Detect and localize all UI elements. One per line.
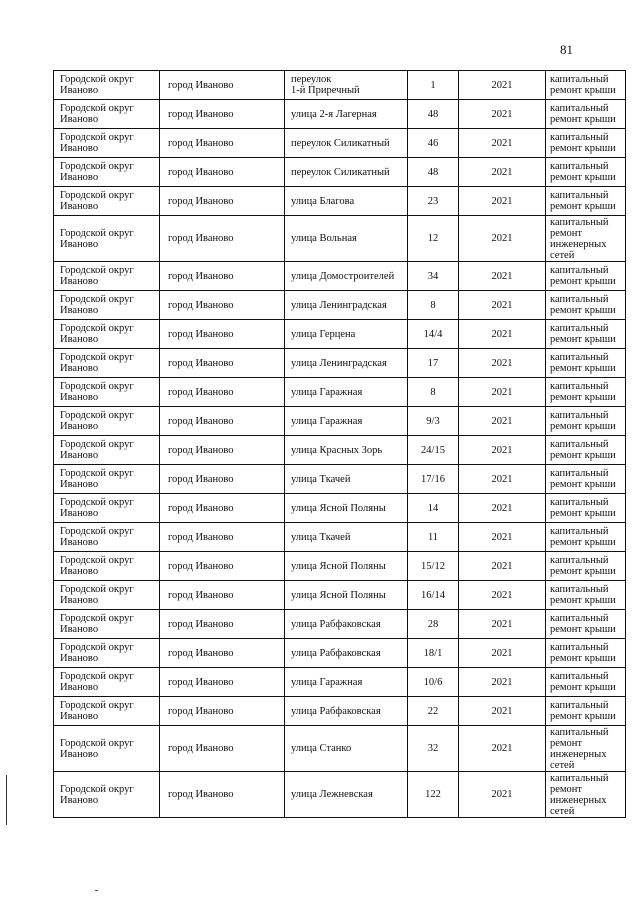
cell-work: капитальный ремонт крыши [546,523,626,552]
cell-work: капитальный ремонт крыши [546,129,626,158]
cell-city: город Иваново [160,697,285,726]
cell-district: Городской округ Иваново [54,523,160,552]
table-body [54,71,626,818]
cell-work: капитальный ремонт крыши [546,668,626,697]
table-row [54,494,626,523]
cell-house: 48 [408,100,459,129]
cell-city: город Иваново [160,349,285,378]
cell-work: капитальный ремонт инженерных сетей [546,726,626,772]
cell-year: 2021 [459,349,546,378]
table-row [54,349,626,378]
repair-schedule-table [53,70,626,818]
cell-street: улица Ткачей [285,523,408,552]
cell-city: город Иваново [160,158,285,187]
cell-street: улица Гаражная [285,668,408,697]
cell-house: 32 [408,726,459,772]
cell-street: улица Рабфаковская [285,697,408,726]
cell-city: город Иваново [160,772,285,818]
cell-house: 28 [408,610,459,639]
table-row [54,291,626,320]
table-row [54,772,626,818]
cell-city: город Иваново [160,187,285,216]
table-row [54,465,626,494]
cell-street: улица Ясной Поляны [285,552,408,581]
cell-house: 1 [408,71,459,100]
cell-year: 2021 [459,465,546,494]
cell-house: 15/12 [408,552,459,581]
cell-year: 2021 [459,639,546,668]
cell-street: улица 2-я Лагерная [285,100,408,129]
cell-year: 2021 [459,158,546,187]
cell-year: 2021 [459,262,546,291]
cell-street: улица Ясной Поляны [285,581,408,610]
cell-district: Городской округ Иваново [54,465,160,494]
cell-year: 2021 [459,697,546,726]
cell-year: 2021 [459,291,546,320]
cell-year: 2021 [459,581,546,610]
cell-work: капитальный ремонт крыши [546,158,626,187]
cell-house: 14/4 [408,320,459,349]
table-row [54,523,626,552]
cell-city: город Иваново [160,407,285,436]
cell-house: 23 [408,187,459,216]
cell-year: 2021 [459,552,546,581]
cell-work: капитальный ремонт крыши [546,697,626,726]
cell-house: 12 [408,216,459,262]
cell-district: Городской округ Иваново [54,320,160,349]
table-row [54,71,626,100]
table-row [54,726,626,772]
cell-city: город Иваново [160,639,285,668]
scan-speck [95,890,98,891]
cell-street: улица Красных Зорь [285,436,408,465]
cell-house: 18/1 [408,639,459,668]
cell-work: капитальный ремонт крыши [546,71,626,100]
cell-house: 8 [408,291,459,320]
cell-year: 2021 [459,378,546,407]
cell-work: капитальный ремонт крыши [546,100,626,129]
cell-year: 2021 [459,436,546,465]
cell-work: капитальный ремонт крыши [546,187,626,216]
cell-work: капитальный ремонт инженерных сетей [546,772,626,818]
cell-work: капитальный ремонт крыши [546,378,626,407]
cell-year: 2021 [459,129,546,158]
cell-district: Городской округ Иваново [54,291,160,320]
table-row [54,187,626,216]
cell-house: 24/15 [408,436,459,465]
cell-street: улица Вольная [285,216,408,262]
cell-city: город Иваново [160,291,285,320]
cell-year: 2021 [459,523,546,552]
table-row [54,610,626,639]
cell-district: Городской округ Иваново [54,581,160,610]
table-row [54,100,626,129]
table-row [54,216,626,262]
cell-house: 34 [408,262,459,291]
cell-city: город Иваново [160,262,285,291]
cell-year: 2021 [459,71,546,100]
cell-city: город Иваново [160,216,285,262]
cell-work: капитальный ремонт крыши [546,581,626,610]
cell-work: капитальный ремонт крыши [546,291,626,320]
table-row [54,158,626,187]
cell-year: 2021 [459,494,546,523]
cell-city: город Иваново [160,552,285,581]
page-number: 81 [560,42,573,57]
cell-street: улица Ясной Поляны [285,494,408,523]
cell-work: капитальный ремонт крыши [546,436,626,465]
cell-work: капитальный ремонт крыши [546,610,626,639]
cell-year: 2021 [459,187,546,216]
cell-district: Городской округ Иваново [54,772,160,818]
cell-year: 2021 [459,772,546,818]
cell-street: переулок Силикатный [285,158,408,187]
cell-district: Городской округ Иваново [54,71,160,100]
cell-city: город Иваново [160,668,285,697]
cell-street: улица Ленинградская [285,291,408,320]
cell-year: 2021 [459,100,546,129]
cell-district: Городской округ Иваново [54,262,160,291]
cell-city: город Иваново [160,726,285,772]
cell-district: Городской округ Иваново [54,639,160,668]
cell-house: 46 [408,129,459,158]
cell-year: 2021 [459,320,546,349]
cell-district: Городской округ Иваново [54,349,160,378]
table-row [54,581,626,610]
table-row [54,639,626,668]
table-row [54,262,626,291]
table-row [54,697,626,726]
table-row [54,668,626,697]
cell-street: переулок 1-й Приречный [285,71,408,100]
cell-house: 122 [408,772,459,818]
cell-house: 22 [408,697,459,726]
cell-year: 2021 [459,726,546,772]
cell-district: Городской округ Иваново [54,697,160,726]
cell-work: капитальный ремонт крыши [546,349,626,378]
cell-district: Городской округ Иваново [54,552,160,581]
cell-city: город Иваново [160,378,285,407]
cell-city: город Иваново [160,100,285,129]
cell-city: город Иваново [160,581,285,610]
cell-house: 16/14 [408,581,459,610]
cell-district: Городской округ Иваново [54,187,160,216]
cell-work: капитальный ремонт крыши [546,552,626,581]
table-row [54,436,626,465]
cell-district: Городской округ Иваново [54,436,160,465]
margin-mark [6,775,7,825]
cell-district: Городской округ Иваново [54,378,160,407]
cell-city: город Иваново [160,129,285,158]
cell-street: улица Лежневская [285,772,408,818]
cell-year: 2021 [459,610,546,639]
cell-street: улица Гаражная [285,407,408,436]
cell-city: город Иваново [160,610,285,639]
cell-year: 2021 [459,216,546,262]
cell-work: капитальный ремонт крыши [546,320,626,349]
cell-street: улица Домостроителей [285,262,408,291]
cell-house: 14 [408,494,459,523]
cell-city: город Иваново [160,523,285,552]
cell-street: улица Герцена [285,320,408,349]
cell-city: город Иваново [160,71,285,100]
cell-city: город Иваново [160,465,285,494]
cell-district: Городской округ Иваново [54,407,160,436]
cell-district: Городской округ Иваново [54,100,160,129]
table-row [54,320,626,349]
cell-street: улица Рабфаковская [285,610,408,639]
cell-year: 2021 [459,407,546,436]
cell-city: город Иваново [160,494,285,523]
cell-street: улица Рабфаковская [285,639,408,668]
cell-district: Городской округ Иваново [54,726,160,772]
cell-street: улица Гаражная [285,378,408,407]
cell-work: капитальный ремонт крыши [546,262,626,291]
cell-district: Городской округ Иваново [54,129,160,158]
table-row [54,129,626,158]
table-row [54,407,626,436]
table-row [54,552,626,581]
cell-street: улица Ткачей [285,465,408,494]
cell-city: город Иваново [160,436,285,465]
cell-street: улица Ленинградская [285,349,408,378]
cell-house: 10/6 [408,668,459,697]
cell-work: капитальный ремонт крыши [546,494,626,523]
cell-house: 11 [408,523,459,552]
cell-house: 8 [408,378,459,407]
cell-work: капитальный ремонт инженерных сетей [546,216,626,262]
cell-house: 48 [408,158,459,187]
cell-house: 9/3 [408,407,459,436]
cell-district: Городской округ Иваново [54,216,160,262]
cell-work: капитальный ремонт крыши [546,639,626,668]
cell-district: Городской округ Иваново [54,668,160,697]
cell-house: 17/16 [408,465,459,494]
cell-house: 17 [408,349,459,378]
cell-city: город Иваново [160,320,285,349]
cell-district: Городской округ Иваново [54,158,160,187]
table-row [54,378,626,407]
cell-district: Городской округ Иваново [54,610,160,639]
cell-work: капитальный ремонт крыши [546,407,626,436]
cell-street: улица Благова [285,187,408,216]
cell-work: капитальный ремонт крыши [546,465,626,494]
cell-street: переулок Силикатный [285,129,408,158]
cell-district: Городской округ Иваново [54,494,160,523]
cell-street: улица Станко [285,726,408,772]
cell-year: 2021 [459,668,546,697]
